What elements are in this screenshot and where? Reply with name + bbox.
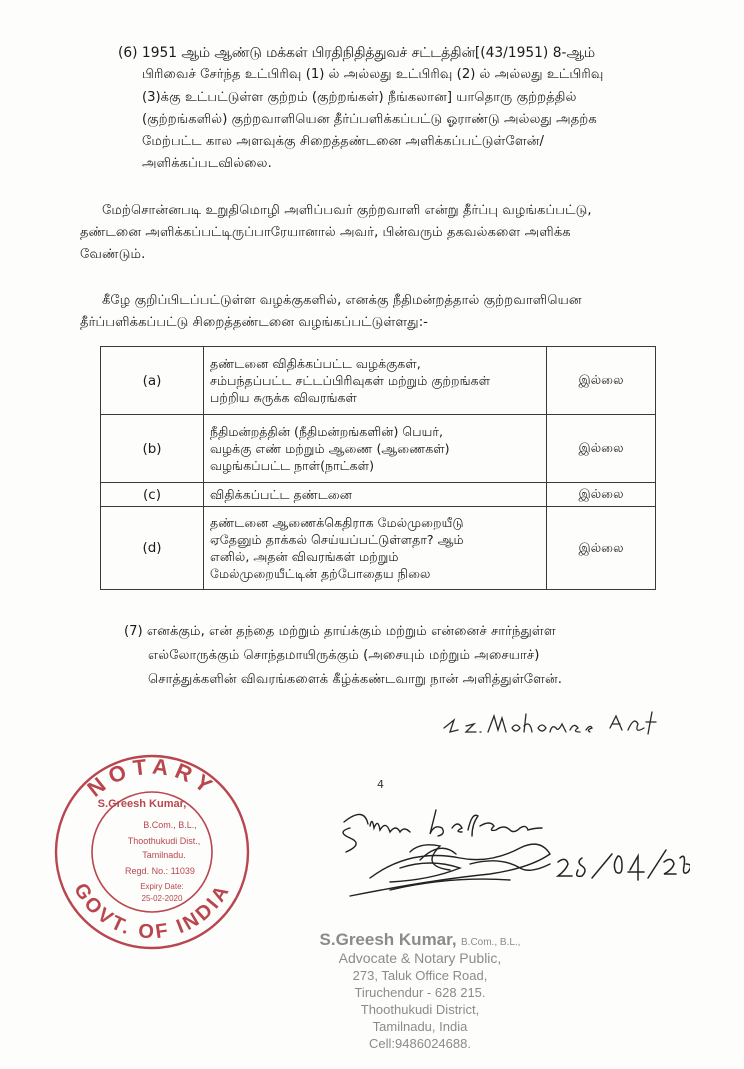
- notary-signature: [330, 800, 690, 910]
- desc-line: தண்டனை ஆணைக்கெதிராக மேல்முறையீடு: [210, 515, 464, 530]
- cases-line: கீழே குறிப்பிடப்பட்டுள்ள வழக்குகளில், எனக்கு நீதிமன்றத்தால் குற்றவாளியென: [102, 293, 582, 308]
- desc-line: நீதிமன்றத்தின் (நீதிமன்றங்களின்) பெயர்,: [210, 424, 443, 439]
- clause-7-line: சொத்துக்களின் விவரங்களைக் கீழ்க்கண்டவாறு நான் அளித்துள்ளேன்.: [148, 672, 562, 687]
- note-line: வேண்டும்.: [80, 247, 146, 262]
- note-line: மேற்சொன்னபடி உறுதிமொழி அளிப்பவர் குற்றவாளி என்று தீர்ப்பு வழங்கப்பட்டு,: [102, 203, 592, 218]
- row-label: (b): [101, 415, 204, 483]
- page-number: 4: [377, 778, 384, 791]
- row-answer: இல்லை: [547, 415, 656, 483]
- seal-bottom-text: GOVT. OF INDIA: [69, 879, 235, 944]
- clause-6-paragraph: [118, 42, 656, 176]
- clause-6-line: பிரிவைச் சேர்ந்த உட்பிரிவு (1) ல் அல்லது உட்பிரிவு (2) ல் அல்லது உட்பிரிவு: [142, 67, 604, 83]
- clause-6-line: (6) 1951 ஆம் ஆண்டு மக்கள் பிரதிநிதித்துவச் சட்டத்தின்[(43/1951) 8-ஆம்: [118, 45, 596, 61]
- desc-line: விதிக்கப்பட்ட தண்டனை: [210, 487, 352, 502]
- seal-top-text: NOTARY: [82, 753, 222, 802]
- note-line: தண்டனை அளிக்கப்பட்டிருப்பாரேயானால் அவர், பின்வரும் தகவல்களை அளிக்க: [80, 225, 571, 240]
- row-answer: இல்லை: [547, 507, 656, 590]
- row-answer: இல்லை: [547, 483, 656, 507]
- notary-address-line: Thoothukudi District,: [360, 1002, 480, 1017]
- desc-line: எனில், அதன் விவரங்கள் மற்றும்: [210, 549, 399, 564]
- table-row: [101, 483, 656, 507]
- deponent-signature: [440, 700, 670, 745]
- desc-line: வழக்கு எண் மற்றும் ஆணை (ஆணைகள்): [210, 441, 450, 456]
- seal-place: Thoothukudi Dist.,: [127, 836, 201, 846]
- cases-line: தீர்ப்பளிக்கப்பட்டு சிறைத்தண்டனை வழங்கப்பட்டுள்ளது:-: [80, 315, 428, 330]
- table-row: [101, 347, 656, 415]
- seal-name: S.Greesh Kumar,: [97, 798, 187, 810]
- seal-regd: Regd. No.: 11039: [125, 866, 195, 876]
- desc-line: ஏதேனும் தாக்கல் செய்யப்பட்டுள்ளதா? ஆம்: [210, 532, 464, 547]
- notary-address-line: 273, Taluk Office Road,: [352, 968, 488, 983]
- row-description: [204, 483, 547, 507]
- desc-line: சம்பந்தப்பட்ட சட்டப்பிரிவுகள் மற்றும் குற்றங்கள்: [210, 373, 491, 388]
- desc-line: வழங்கப்பட்ட நாள்(நாட்கள்): [210, 458, 375, 473]
- row-label: (a): [101, 347, 204, 415]
- notary-cell: Cell:9486024688.: [369, 1036, 471, 1051]
- desc-line: தண்டனை விதிக்கப்பட்ட வழக்குகள்,: [210, 356, 421, 371]
- clause-6-line: (3)க்கு உட்பட்டுள்ள குற்றம் (குற்றங்கள்) நீங்கலான] யாதொரு குற்றத்தில்: [142, 89, 577, 105]
- row-answer: இல்லை: [547, 347, 656, 415]
- desc-line: பற்றிய சுருக்க விவரங்கள்: [210, 390, 357, 405]
- notary-title: Advocate & Notary Public,: [338, 950, 502, 966]
- clause-6-line: மேற்பட்ட கால அளவுக்கு சிறைத்தண்டனை அளிக்கப்பட்டுள்ளேன்/: [142, 134, 544, 150]
- clause-6-line: (குற்றங்களில்) குற்றவாளியென தீர்ப்பளிக்கப்பட்டு ஓராண்டு அல்லது அதற்க: [142, 111, 597, 127]
- seal-state: Tamilnadu.: [142, 850, 186, 860]
- seal-qual: B.Com., B.L.,: [143, 820, 197, 830]
- desc-line: மேல்முறையீட்டின் தற்போதைய நிலை: [210, 566, 431, 581]
- row-description: [204, 347, 547, 415]
- table-row: [101, 415, 656, 483]
- conviction-note-paragraph: [80, 200, 660, 266]
- cases-intro-paragraph: [80, 290, 660, 334]
- seal-expiry-date: 25-02-2020: [141, 894, 183, 903]
- clause-7-line: எல்லோருக்கும் சொந்தமாயிருக்கும் (அசையும் மற்றும் அசையாச்): [148, 648, 540, 663]
- clause-7-paragraph: [124, 620, 660, 692]
- seal-expiry-label: Expiry Date:: [140, 882, 184, 891]
- conviction-details-table: [100, 346, 656, 590]
- notary-name: S.Greesh Kumar,: [319, 930, 457, 949]
- clause-7-line: (7) எனக்கும், என் தந்தை மற்றும் தாய்க்கும் மற்றும் என்னைச் சார்ந்துள்ள: [124, 624, 556, 639]
- notary-address-line: Tiruchendur - 628 215.: [354, 985, 486, 1000]
- clause-6-line: அளிக்கப்படவில்லை.: [142, 156, 272, 172]
- row-description: [204, 415, 547, 483]
- row-description: [204, 507, 547, 590]
- notary-address-stamp: [270, 930, 570, 1052]
- notary-qualification: B.Com., B.L.,: [461, 937, 521, 948]
- notary-seal: [52, 752, 252, 952]
- row-label: (c): [101, 483, 204, 507]
- notary-address-line: Tamilnadu, India: [372, 1019, 468, 1034]
- svg-text:NOTARY: [82, 753, 221, 801]
- row-label: (d): [101, 507, 204, 590]
- table-row: [101, 507, 656, 590]
